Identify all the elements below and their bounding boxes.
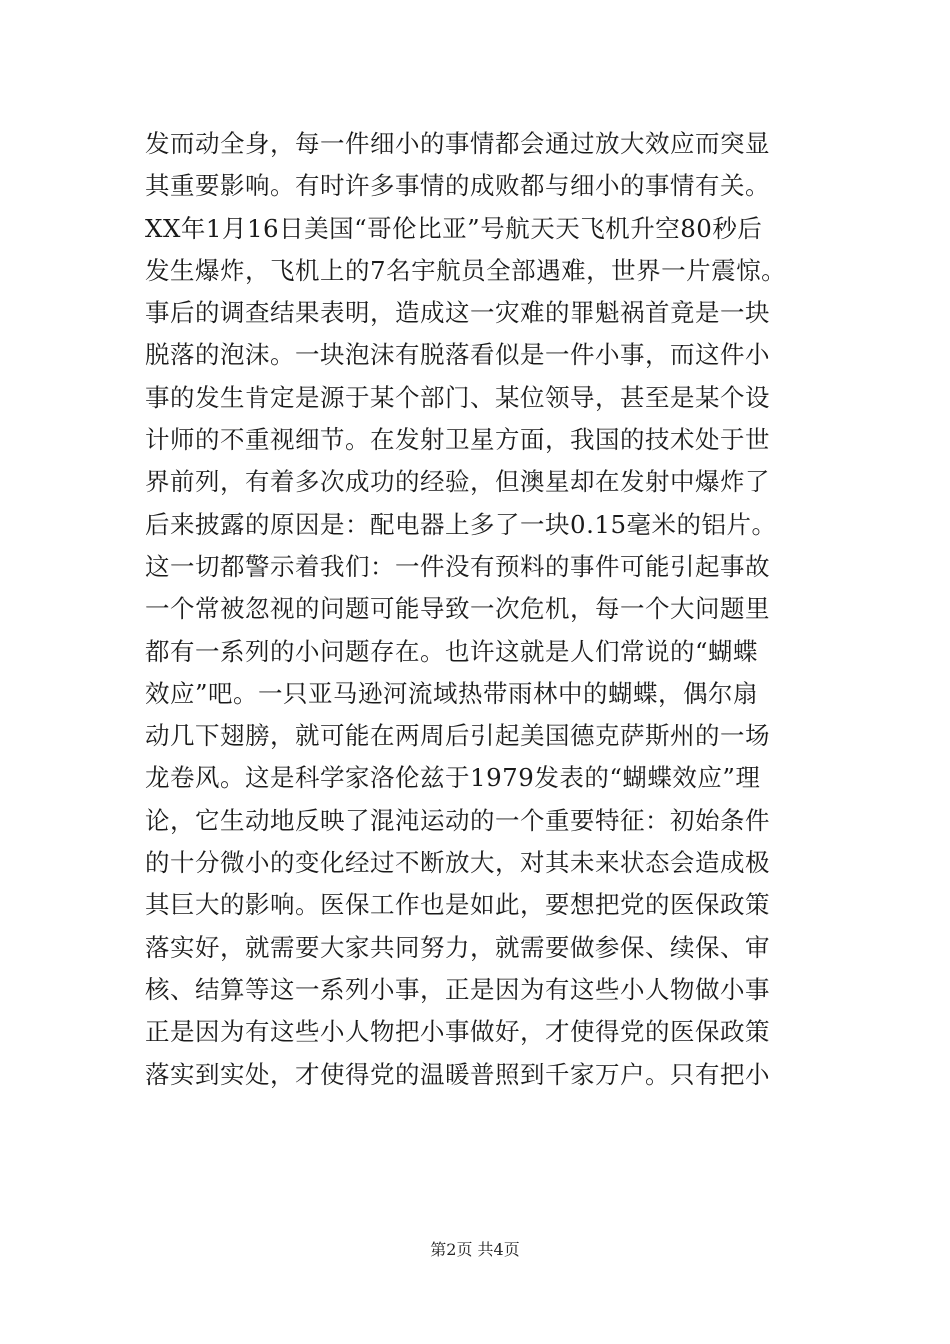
- text-line: 发而动全身，每一件细小的事情都会通过放大效应而突显: [145, 129, 770, 158]
- text-line: 落实好，就需要大家共同努力，就需要做参保、续保、审: [145, 932, 770, 962]
- text-line: 龙卷风。这是科学家洛伦兹于1979发表的“蝴蝶效应”理: [145, 763, 761, 793]
- text-line: 计师的不重视细节。在发射卫星方面，我国的技术处于世: [145, 425, 770, 455]
- text-line: 一个常被忽视的问题可能导致一次危机，每一个大问题里: [145, 594, 770, 624]
- text-line: 正是因为有这些小人物把小事做好，才使得党的医保政策: [145, 1017, 770, 1047]
- text-line: 效应”吧。一只亚马逊河流域热带雨林中的蝴蝶，偶尔扇: [145, 678, 759, 708]
- text-line: 脱落的泡沫。一块泡沫有脱落看似是一件小事，而这件小: [145, 340, 770, 370]
- text-line: 核、结算等这一系列小事，正是因为有这些小人物做小事: [145, 974, 770, 1004]
- text-line: 其重要影响。有时许多事情的成败都与细小的事情有关。: [145, 171, 770, 201]
- page-footer: [0, 1240, 950, 1260]
- text-line: 发生爆炸，飞机上的7名宇航员全部遇难，世界一片震惊。: [145, 255, 787, 285]
- body-text: [145, 123, 825, 1096]
- text-line: 都有一系列的小问题存在。也许这就是人们常说的“蝴蝶: [145, 636, 759, 666]
- text-line: XX年1月16日美国“哥伦比亚”号航天天飞机升空80秒后: [145, 213, 763, 243]
- text-line: 其巨大的影响。医保工作也是如此，要想把党的医保政策: [145, 890, 770, 920]
- text-line: 论，它生动地反映了混沌运动的一个重要特征：初始条件: [145, 805, 770, 835]
- text-line: 后来披露的原因是：配电器上多了一块0.15毫米的铝片。: [145, 509, 777, 539]
- text-line: 事后的调查结果表明，造成这一灾难的罪魁祸首竟是一块: [145, 298, 770, 328]
- text-line: 界前列，有着多次成功的经验，但澳星却在发射中爆炸了: [145, 467, 770, 497]
- text-line: 动几下翅膀，就可能在两周后引起美国德克萨斯州的一场: [145, 721, 770, 751]
- page-number-label: 第2页 共4页: [430, 1240, 520, 1259]
- text-line: 事的发生肯定是源于某个部门、某位领导，甚至是某个设: [145, 382, 770, 412]
- text-line: 落实到实处，才使得党的温暖普照到千家万户。只有把小: [145, 1059, 770, 1089]
- text-line: 的十分微小的变化经过不断放大，对其未来状态会造成极: [145, 848, 770, 878]
- text-line: 这一切都警示着我们：一件没有预料的事件可能引起事故: [145, 551, 770, 581]
